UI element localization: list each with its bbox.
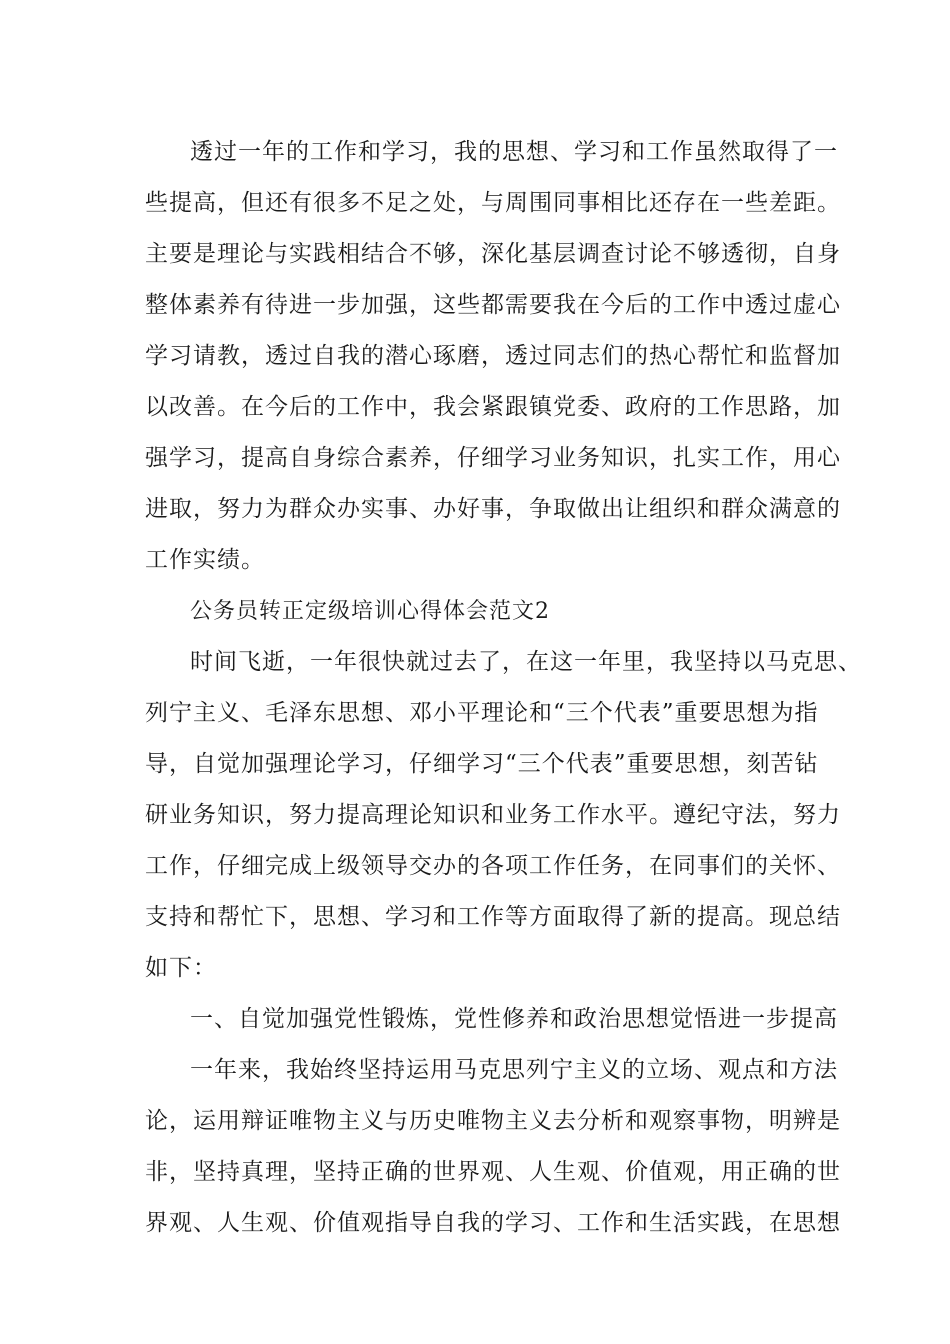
- paragraph-line: 进取，努力为群众办实事、办好事，争取做出让组织和群众满意的: [145, 496, 841, 522]
- document-body: [145, 127, 862, 1249]
- paragraph-line: 研业务知识，努力提高理论知识和业务工作水平。遵纪守法，努力: [145, 802, 841, 828]
- paragraph-line: 工作实绩。: [145, 547, 265, 573]
- paragraph-3: [145, 1045, 841, 1249]
- paragraph-line: 主要是理论与实践相结合不够，深化基层调查讨论不够透彻，自身: [145, 241, 841, 267]
- paragraph-line: 时间飞逝，一年很快就过去了，在这一年里，我坚持以马克思、: [190, 649, 862, 675]
- paragraph-1: [145, 127, 841, 586]
- paragraph-line: 以改善。在今后的工作中，我会紧跟镇党委、政府的工作思路，加: [145, 394, 841, 420]
- section-title: 公务员转正定级培训心得体会范文2: [190, 599, 550, 624]
- paragraph-line: 导，自觉加强理论学习，仔细学习“三个代表”重要思想，刻苦钻: [145, 751, 819, 777]
- paragraph-line: 论，运用辩证唯物主义与历史唯物主义去分析和观察事物，明辨是: [145, 1108, 841, 1134]
- paragraph-line: 些提高，但还有很多不足之处，与周围同事相比还存在一些差距。: [145, 190, 841, 216]
- paragraph-line: 强学习，提高自身综合素养，仔细学习业务知识，扎实工作，用心: [145, 445, 841, 471]
- paragraph-line: 支持和帮忙下，思想、学习和工作等方面取得了新的提高。现总结: [145, 904, 841, 930]
- paragraph-line: 工作，仔细完成上级领导交办的各项工作任务，在同事们的关怀、: [145, 853, 841, 879]
- paragraph-line: 列宁主义、毛泽东思想、邓小平理论和“三个代表”重要思想为指: [145, 700, 819, 726]
- paragraph-line: 学习请教，透过自我的潜心琢磨，透过同志们的热心帮忙和监督加: [145, 343, 841, 369]
- paragraph-line: 非，坚持真理，坚持正确的世界观、人生观、价值观，用正确的世: [145, 1159, 841, 1185]
- paragraph-2: [145, 637, 862, 994]
- subheading: 一、自觉加强党性锻炼，党性修养和政治思想觉悟进一步提高: [190, 1006, 838, 1032]
- paragraph-line: 如下：: [145, 955, 217, 981]
- paragraph-line: 透过一年的工作和学习，我的思想、学习和工作虽然取得了一: [190, 139, 838, 165]
- paragraph-line: 界观、人生观、价值观指导自我的学习、工作和生活实践，在思想: [145, 1210, 841, 1236]
- paragraph-line: 整体素养有待进一步加强，这些都需要我在今后的工作中透过虚心: [145, 292, 841, 318]
- paragraph-line: 一年来，我始终坚持运用马克思列宁主义的立场、观点和方法: [190, 1057, 838, 1083]
